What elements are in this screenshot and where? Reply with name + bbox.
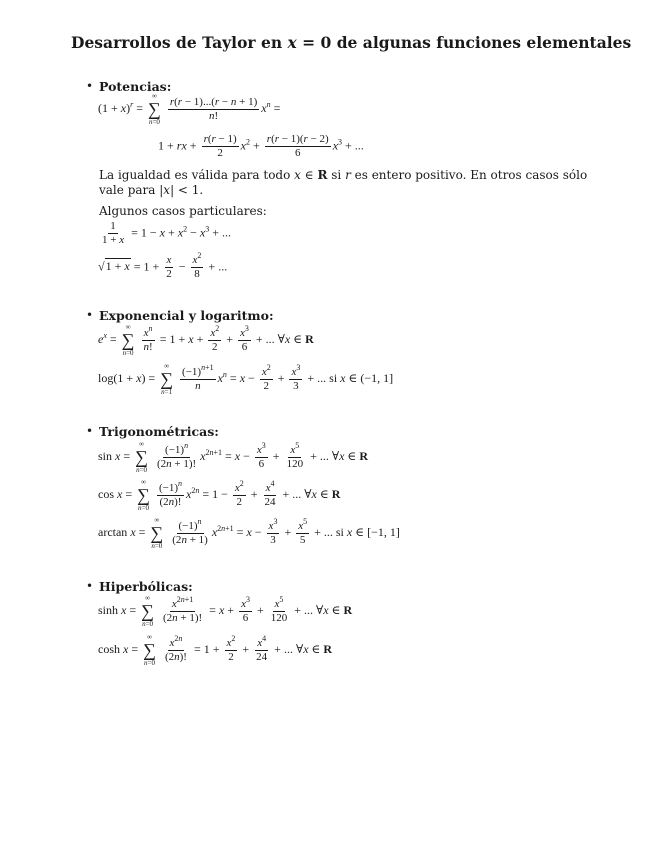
particular-cases-label: Algunos casos particulares: xyxy=(99,204,267,218)
formula-sqrt: √1 + x = 1 + $\frac{x}{2}$ − $\frac{x^2}{8}$ + ... xyxy=(98,251,228,280)
bullet-hiperbolicas: • xyxy=(86,579,94,593)
formula-sine: sin x = ∞ ∑ n=0 $\frac{(-1)^n}{(2n + 1)!}$ $x^{2n+1} = x$ − $\frac{x^3}{6}$ + $\frac{x^5}{120}$ + ... ∀x ∈ R xyxy=(98,440,368,474)
page-title: Desarrollos de Taylor en x = 0 de algunas funciones elementales xyxy=(71,33,632,52)
bullet-trigonometricas: • xyxy=(86,424,94,438)
formula-cosine: cos x = ∞ ∑ n=0 $\frac{(-1)^n}{(2n)!}$ $x^{2n} = 1$ − $\frac{x^2}{2}$ + $\frac{x^4}{24}$ + ... ∀x ∈ R xyxy=(98,478,341,512)
formula-cosh: cosh x = ∞ ∑ n=0 $\frac{x^{2n}}{(2n)!}$ = 1 + $\frac{x^2}{2}$ + $\frac{x^4}{24}$ + ... ∀x ∈ R xyxy=(98,633,333,667)
section-heading-hiperbolicas: Hiperbólicas: xyxy=(99,579,193,594)
bullet-potencias: • xyxy=(86,79,94,93)
note-line-1: La igualdad es válida para todo x ∈ R si r es entero positivo. En otros casos sólo xyxy=(99,168,588,182)
bullet-exponencial: • xyxy=(86,308,94,322)
section-heading-exponencial: Exponencial y logaritmo: xyxy=(99,308,274,323)
section-heading-trigonometricas: Trigonométricas: xyxy=(99,424,219,439)
formula-binomial-series: $(1 + x)^r$ = ∞ ∑ n=0 $\frac{r(r - 1)...(r - n + 1)}{n!}$ $x^n$ = xyxy=(98,92,281,126)
formula-sinh: sinh x = ∞ ∑ n=0 $\frac{x^{2n+1}}{(2n + 1)!}$ = x + $\frac{x^3}{6}$ + $\frac{x^5}{120}$ + ... ∀x ∈ R xyxy=(98,594,353,628)
formula-geometric: $\frac{1}{1 + x}$ = $1 - x + x^2 - x^3$ + ... xyxy=(102,220,231,246)
formula-arctangent: arctan x = ∞ ∑ n=0 $\frac{(-1)^n}{(2n + 1)}$ $x^{2n+1} = x$ − $\frac{x^3}{3}$ + $\frac{x^5}{5}$ + ... si x ∈ [−1, 1] xyxy=(98,516,400,550)
note-line-2: vale para |x| < 1. xyxy=(99,183,204,197)
formula-binomial-expanded: 1 + rx + $\frac{r(r - 1)}{2}$ $x^2$ + $\frac{r(r - 1)(r - 2)}{6}$ $x^3$ + ... xyxy=(158,133,364,159)
formula-logarithm: log(1 + x) = ∞ ∑ n=1 $\frac{(-1)^{n+1}}{n}$ $x^n = x$ − $\frac{x^2}{2}$ + $\frac{x^3}{3}$ + ... si x ∈ (−1, 1] xyxy=(98,362,394,396)
formula-exponential: $e^x$ = ∞ ∑ n=0 $\frac{x^n}{n!}$ = 1 + x + $\frac{x^2}{2}$ + $\frac{x^3}{6}$ + ... ∀x ∈ R xyxy=(98,323,314,357)
section-heading-potencias: Potencias: xyxy=(99,79,172,94)
